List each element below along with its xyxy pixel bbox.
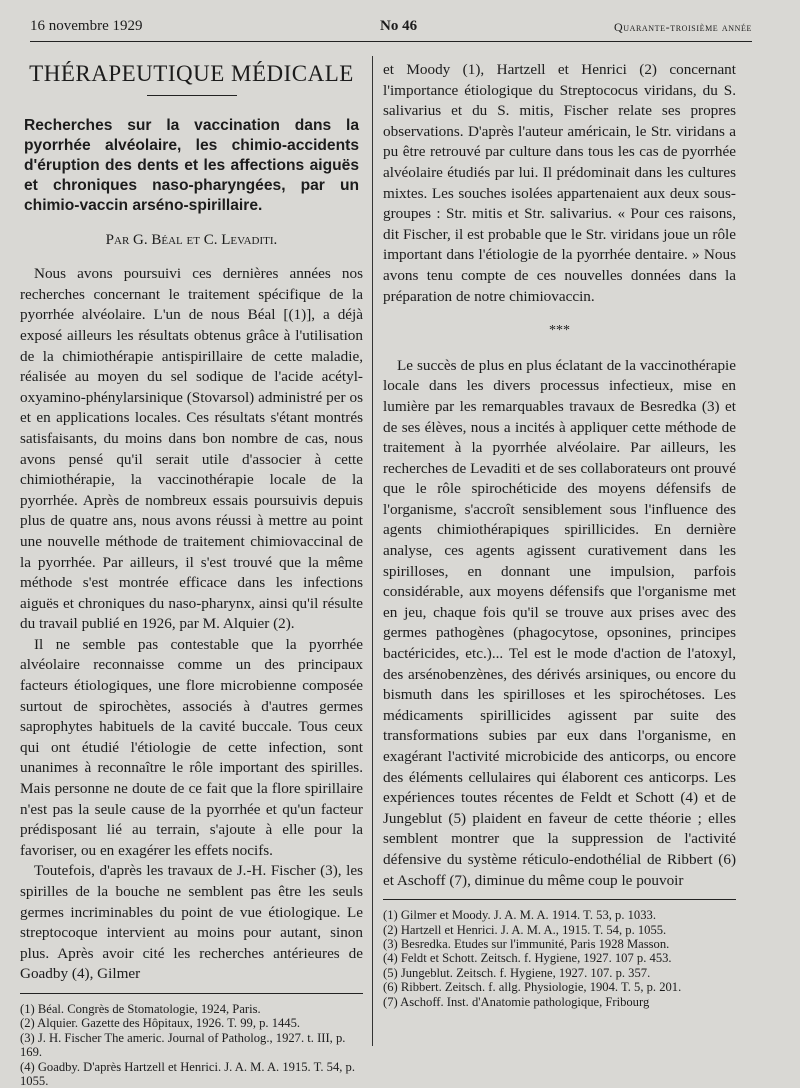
section-title: THÉRAPEUTIQUE MÉDICALE	[29, 61, 354, 86]
article-title: Recherches sur la vaccination dans la pyorrhée alvéolaire, les chimio-accidents d'éruption des dents et les affections aiguës et chroniques naso-pharyngées, par un chimio-vaccin arséno-spirillaire.	[24, 116, 359, 214]
footnote-rule	[383, 899, 736, 900]
footnote: (2) Alquier. Gazette des Hôpitaux, 1926. T. 99, p. 1445.	[20, 1016, 301, 1031]
footnote: (6) Ribbert. Zeitsch. f. allg. Physiologie, 1904. T. 5, p. 201.	[383, 980, 682, 995]
section-break-stars: ***	[549, 323, 570, 339]
footnote: (4) Feldt et Schott. Zeitsch. f. Hygiene, 1927. 107 p. 453.	[383, 951, 672, 966]
paragraph: Le succès de plus en plus éclatant de la vaccinothérapie locale dans les divers processus infectieux, mise en lumière par les remarquables travaux de Besredka (3) et de ses élèves, nous a incités à appliquer cette méthode de traitement à la pyorrhée alvéolaire. Par ailleurs, les recherches de Levaditi et de ses collaborateurs ont prouvé que le rôle spirochéticide des moyens défensifs de l'organisme, s'accroît sensiblement sous l'influence des agents chimiothérapiques spirillicides. En dernière analyse, ces agents agissent curativement dans les spirilloses, en donnant une impulsion, parfois considérable, aux moyens défensifs que l'organisme met en jeu, chaque fois qu'il se trouve aux prises avec des germes pathogènes (phagocytose, opsonines, principes bactéricides, etc.)... Tel est le mode d'action de l'atoxyl, des arsénobenzènes, des dérivés arsiniques, ou encore du bismuth dans les spirilloses et les spirochétoses. Les médicaments spirillicides agissent par suite des transformations subies par eux dans l'organisme, en exagérant l'activité microbicide des anticorps, ou encore des éléments cellulaires qui élaborent ces anticorps. Les expériences toutes récentes de Feldt et Schott (4) et de Jungeblut (5) plaident en faveur de cette théorie ; elles semblent montrer que la suppression de l'activité défensive du système réticulo-endothélial de Ribbert (6) et Aschoff (7), diminue du même coup le pouvoir	[383, 356, 736, 889]
footnote: (2) Hartzell et Henrici. J. A. M. A., 1915. T. 54, p. 1055.	[383, 922, 667, 937]
footnotes	[20, 1002, 363, 1088]
paragraph: Nous avons poursuivi ces dernières années nos recherches concernant le traitement spécifique de la pyorrhée alvéolaire. L'un de nous Béal [(1)], a déjà exposé ailleurs les résultats obtenus grâce à l'utilisation de la chimiothérapie antispirillaire de cette maladie, réalisée au moyen du sel sodique de l'acide acétyl-oxyamino-phénylarsinique (Stovarsol) administré per os et en applications locales. Ces résultats s'étant montrés satisfaisants, du moins dans bon nombre de cas, nous avons pensé qu'il serait utile d'associer à cette chimiothérapie, la vaccinothérapie locale de la pyorrhée. Après de nombreux essais poursuivis depuis plus de quatre ans, nous avons réussi à mettre au point une nouvelle méthode de traitement chimiovaccinal de la pyorrhée. Par ailleurs, il s'est trouvé que la même méthode s'est montrée efficace dans les infections aiguës et chroniques du naso-pharynx, ainsi qu'il résulte du travail publié en 1926, par M. Alquier (2).	[20, 265, 363, 633]
footnote: (7) Aschoff. Inst. d'Anatomie pathologique, Fribourg	[383, 994, 650, 1009]
byline: Par G. Béal et C. Levaditi.	[105, 231, 278, 248]
paragraph: Toutefois, d'après les travaux de J.-H. Fischer (3), les spirilles de la bouche ne semblent pas être les seuls germes incriminables du point de vue étiologique. Le streptocoque intervient au moins pour autant, sinon plus. Après avoir cité les recherches antérieures de Goadby (4), Gilmer	[20, 862, 363, 983]
paragraph: et Moody (1), Hartzell et Henrici (2) concernant l'importance étiologique du Streptococus viridans, du S. salivarius et du S. mitis, Fischer relate ses propres observations. D'après l'auteur américain, le Str. viridans a pu être retrouvé par culture dans tous les cas de pyorrhée alvéolaire étudiés par lui. Il prédominait dans les cultures mixtes. Les souches isolées appartenaient aux deux sous-groupes : Str. mitis et Str. salivarius. « Pour ces raisons, dit Fischer, il est probable que le Str. viridans joue un rôle important dans l'étiologie de la pyorrhée dentaire. » Nous avons tenu compte de ces nouvelles données dans la préparation de notre chimiovaccin.	[383, 61, 736, 305]
footnote: (4) Goadby. D'après Hartzell et Henrici. J. A. M. A. 1915. T. 54, p. 1055.	[20, 1059, 355, 1088]
footnotes	[383, 908, 736, 1009]
issue-date: 16 novembre 1929	[30, 18, 143, 34]
header-rule	[30, 41, 752, 42]
footnote: (3) Besredka. Etudes sur l'immunité, Paris 1928 Masson.	[383, 936, 670, 951]
footnote: (5) Jungeblut. Zeitsch. f. Hygiene, 1927. 107. p. 357.	[383, 965, 651, 980]
title-rule	[147, 95, 237, 96]
footnote: (3) J. H. Fischer The americ. Journal of Patholog., 1927. t. III, p. 169.	[20, 1030, 346, 1060]
column-divider	[372, 56, 373, 1046]
issue-number: No 46	[380, 18, 418, 34]
issue-year: Quarante-troisième année	[613, 20, 752, 34]
page-header	[30, 18, 752, 42]
footnote: (1) Béal. Congrès de Stomatologie, 1924, Paris.	[20, 1001, 261, 1016]
footnote-rule	[20, 993, 363, 994]
left-column	[20, 61, 363, 1088]
paragraph: Il ne semble pas contestable que la pyorrhée alvéolaire reconnaisse comme un des principaux facteurs étiologiques, une flore microbienne composée surtout de spirochètes, associés à d'autres germes saprophytes habituels de la cavité buccale. Tous ceux qui ont étudié l'étiologie de cette infection, sont unanimes à reconnaître le rôle important des spirilles. Mais personne ne doute de ce fait que la flore spirillaire n'est pas la seule cause de la pyorrhée et qu'un facteur prédisposant lié au terrain, s'ajoute à elle pour la favoriser, ou en exagérer les effets nocifs.	[20, 635, 363, 859]
footnote: (1) Gilmer et Moody. J. A. M. A. 1914. T. 53, p. 1033.	[383, 908, 656, 923]
right-column	[383, 60, 736, 1009]
